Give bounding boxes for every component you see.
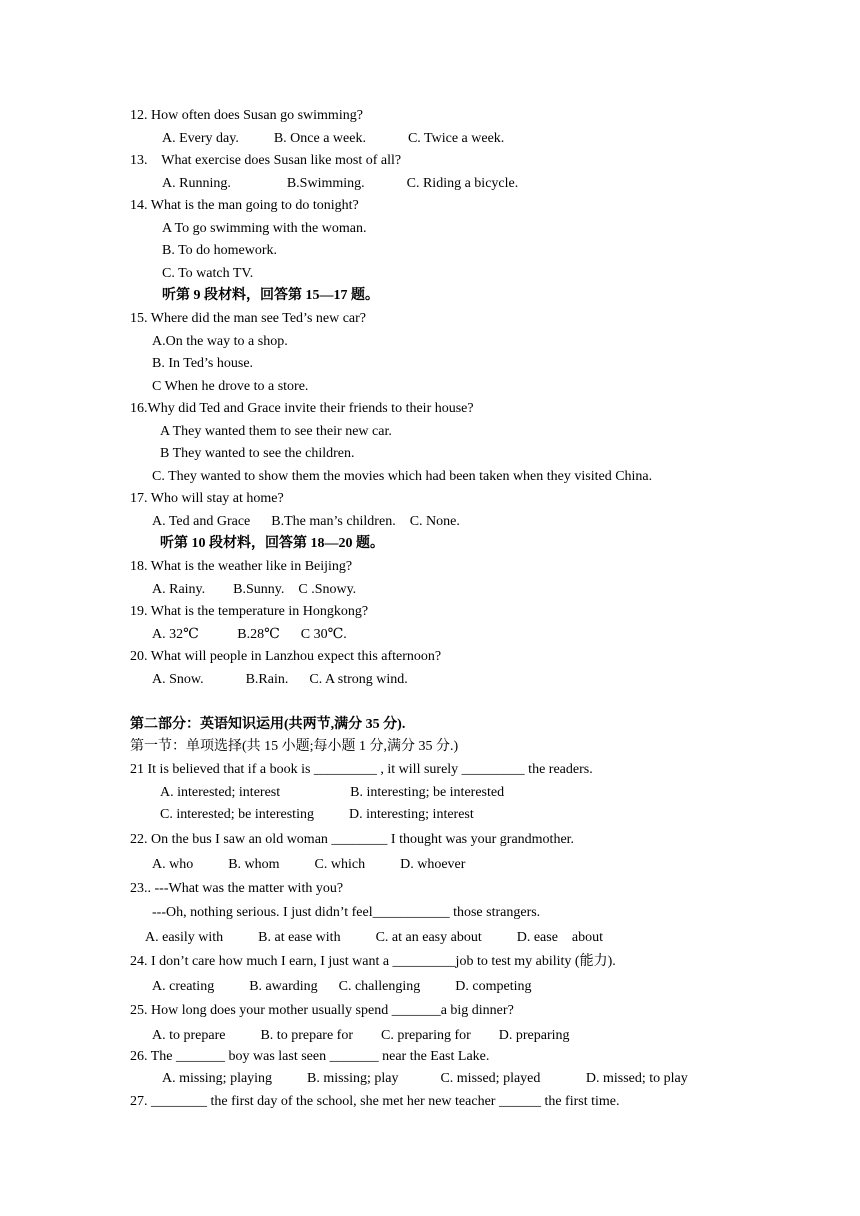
part-2-heading: 第二部分：英语知识运用(共两节,满分 35 分). (130, 717, 406, 732)
question-12-options: A. Every day. B. Once a week. C. Twice a week. (162, 131, 505, 146)
question-14-option-c: C. To watch TV. (162, 266, 254, 281)
question-22-options: A. who B. whom C. which D. whoever (152, 857, 466, 872)
question-22: 22. On the bus I saw an old woman ________ I thought was your grandmother. (130, 832, 575, 847)
part-2-section-1-heading: 第一节：单项选择(共 15 小题;每小题 1 分,满分 35 分.) (130, 739, 459, 754)
question-16-option-c: C. They wanted to show them the movies which had been taken when they visited China. (152, 469, 653, 484)
question-14-option-b: B. To do homework. (162, 243, 278, 258)
question-13: 13. What exercise does Susan like most of all? (130, 153, 402, 168)
question-26: 26. The _______ boy was last seen _______ near the East Lake. (130, 1049, 490, 1064)
question-12: 12. How often does Susan go swimming? (130, 108, 363, 123)
question-21-options-ab: A. interested; interest B. interesting; be interested (160, 785, 505, 800)
question-15-option-a: A.On the way to a shop. (152, 334, 288, 349)
section-10-heading: 听第 10 段材料，回答第 18—20 题。 (160, 536, 384, 551)
question-24: 24. I don’t care how much I earn, I just want a _________job to test my ability (能力). (130, 954, 616, 969)
question-25-options: A. to prepare B. to prepare for C. preparing for D. preparing (152, 1028, 570, 1043)
question-20: 20. What will people in Lanzhou expect this afternoon? (130, 649, 442, 664)
question-21-options-cd: C. interested; be interesting D. interesting; interest (160, 807, 474, 822)
question-23-dialogue: ---Oh, nothing serious. I just didn’t feel___________ those strangers. (152, 905, 541, 920)
question-15-option-b: B. In Ted’s house. (152, 356, 254, 371)
question-16: 16.Why did Ted and Grace invite their friends to their house? (130, 401, 474, 416)
question-21: 21 It is believed that if a book is _________ , it will surely _________ the readers. (130, 762, 593, 777)
question-13-options: A. Running. B.Swimming. C. Riding a bicycle. (162, 176, 519, 191)
question-20-options: A. Snow. B.Rain. C. A strong wind. (152, 672, 408, 687)
question-16-option-b: B They wanted to see the children. (160, 446, 355, 461)
question-14: 14. What is the man going to do tonight? (130, 198, 359, 213)
question-19-options: A. 32℃ B.28℃ C 30℃. (152, 627, 347, 642)
question-17: 17. Who will stay at home? (130, 491, 284, 506)
question-14-option-a: A To go swimming with the woman. (162, 221, 367, 236)
question-18-options: A. Rainy. B.Sunny. C .Snowy. (152, 582, 357, 597)
question-23-options: A. easily with B. at ease with C. at an easy about D. ease about (145, 930, 604, 945)
question-26-options: A. missing; playing B. missing; play C. missed; played D. missed; to play (162, 1071, 688, 1086)
question-19: 19. What is the temperature in Hongkong? (130, 604, 369, 619)
question-15-option-c: C When he drove to a store. (152, 379, 309, 394)
question-16-option-a: A They wanted them to see their new car. (160, 424, 392, 439)
question-25: 25. How long does your mother usually spend _______a big dinner? (130, 1003, 514, 1018)
question-18: 18. What is the weather like in Beijing? (130, 559, 353, 574)
question-23: 23.. ---What was the matter with you? (130, 881, 344, 896)
question-15: 15. Where did the man see Ted’s new car? (130, 311, 367, 326)
question-17-options: A. Ted and Grace B.The man’s children. C. None. (152, 514, 460, 529)
question-24-options: A. creating B. awarding C. challenging D. competing (152, 979, 532, 994)
question-27: 27. ________ the first day of the school, she met her new teacher ______ the first time. (130, 1094, 620, 1109)
section-9-heading: 听第 9 段材料，回答第 15—17 题。 (162, 288, 379, 303)
